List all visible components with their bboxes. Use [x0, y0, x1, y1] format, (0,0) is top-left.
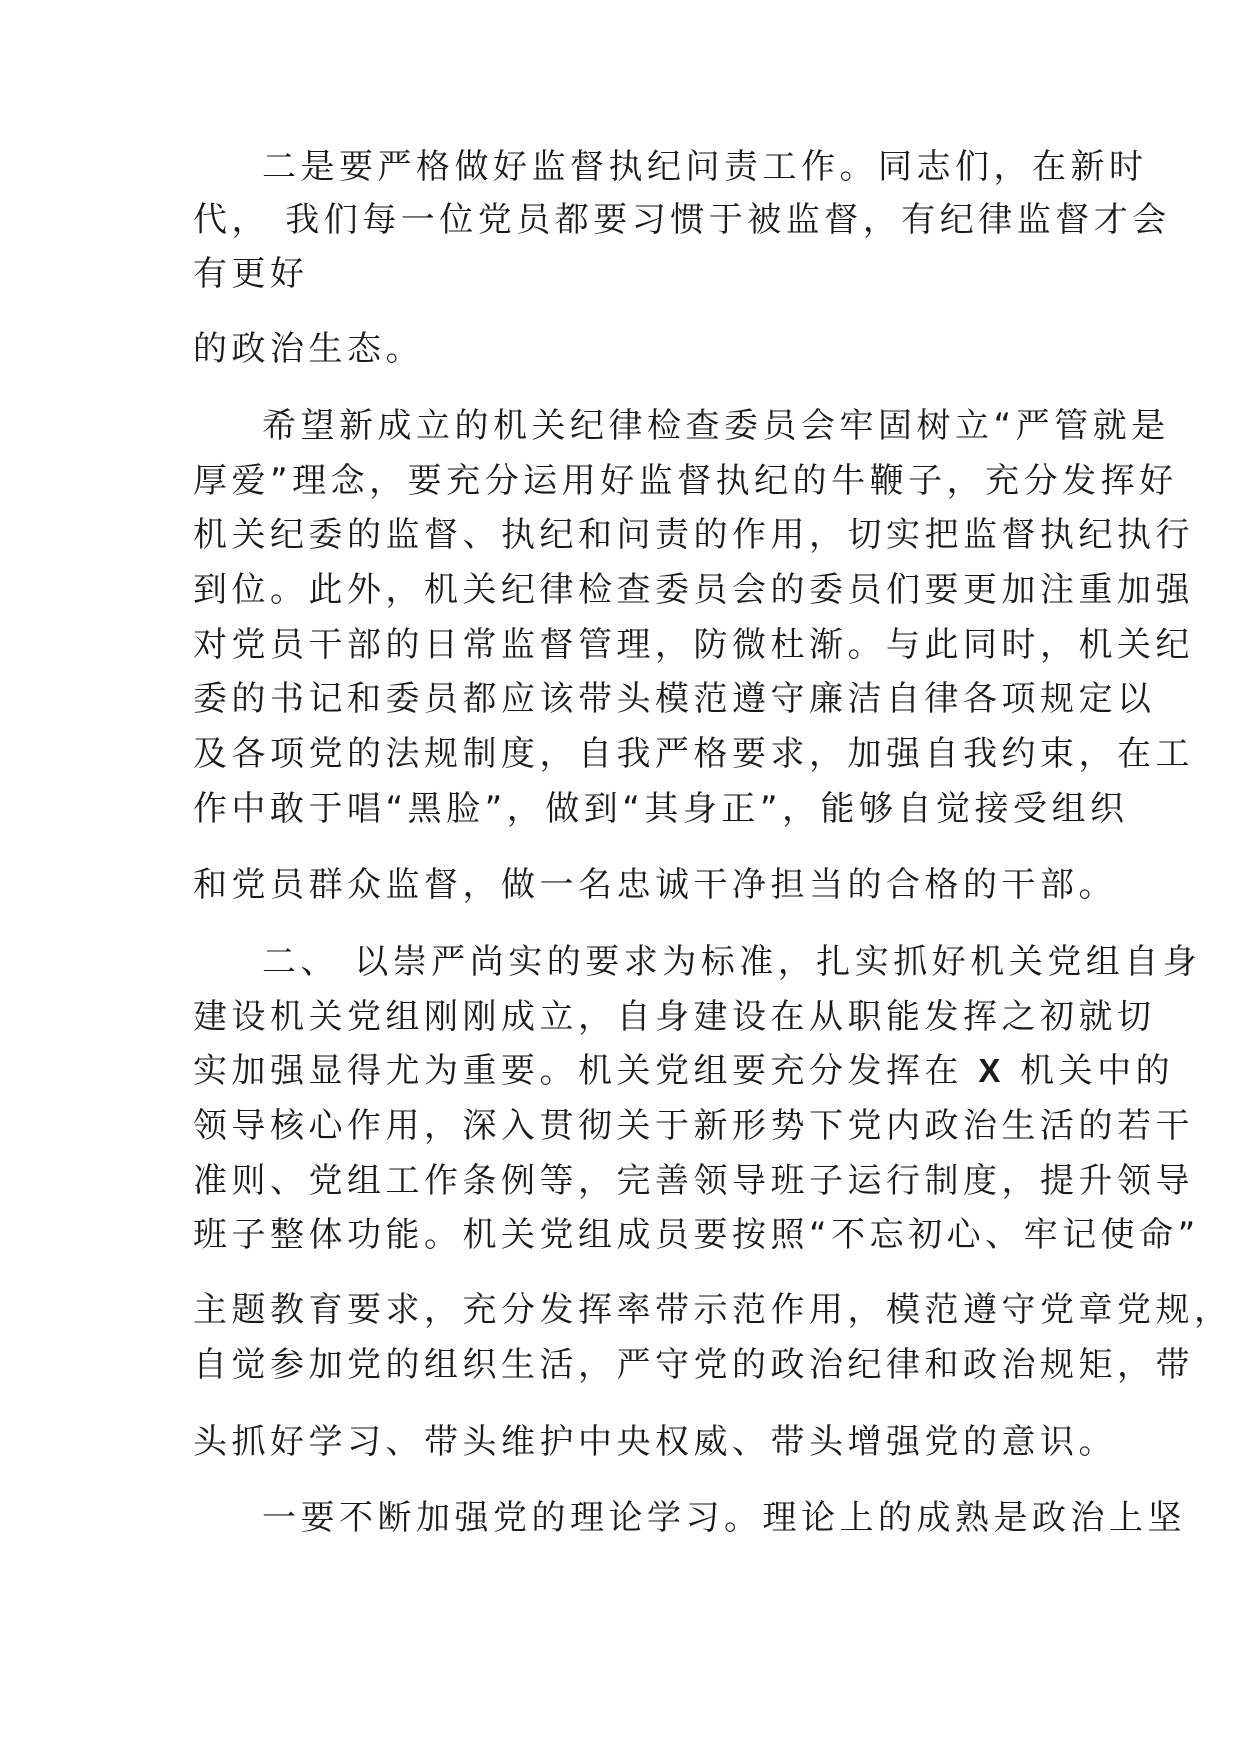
bold-placeholder-letter: X	[978, 1052, 1005, 1089]
text-line: 和党员群众监督，做一名忠诚干净担当的合格的干部。	[193, 865, 1117, 905]
text-line: 的政治生态。	[193, 329, 424, 369]
text-line: 代， 我们每一位党员都要习惯于被监督，有纪律监督才会	[193, 200, 1171, 240]
text-line: 委的书记和委员都应该带头模范遵守廉洁自律各项规定以	[193, 679, 1156, 719]
text-line: 有更好	[193, 254, 309, 294]
text-line: 主题教育要求，充分发挥率带示范作用，模范遵守党章党规，	[193, 1290, 1233, 1330]
text-line: 领导核心作用，深入贯彻关于新形势下党内政治生活的若干	[193, 1106, 1194, 1146]
text-line: 头抓好学习、带头维护中央权威、带头增强党的意识。	[193, 1422, 1117, 1462]
text-line: 到位。此外，机关纪律检查委员会的委员们要更加注重加强	[193, 570, 1194, 610]
text-line: 作中敢于唱“黑脸”，做到“其身正”，能够自觉接受组织	[193, 789, 1129, 829]
text-line: 准则、党组工作条例等，完善领导班子运行制度，提升领导	[193, 1161, 1194, 1201]
text-line: 厚爱”理念，要充分运用好监督执纪的牛鞭子，充分发挥好	[193, 461, 1178, 501]
text-span: 实加强显得尤为重要。机关党组要充分发挥在	[193, 1051, 979, 1091]
text-line: 自觉参加党的组织生活，严守党的政治纪律和政治规矩，带	[193, 1345, 1194, 1385]
text-line: 二、 以崇严尚实的要求为标准，扎实抓好机关党组自身	[262, 942, 1202, 982]
text-line: 班子整体功能。机关党组成员要按照“不忘初心、牢记使命”	[193, 1215, 1200, 1255]
text-span: 机关中的	[1004, 1051, 1175, 1091]
text-line: 建设机关党组刚刚成立，自身建设在从职能发挥之初就切	[193, 997, 1156, 1037]
text-line: 二是要严格做好监督执纪问责工作。同志们，在新时	[262, 147, 1148, 187]
text-line: 及各项党的法规制度，自我严格要求，加强自我约束，在工	[193, 734, 1194, 774]
text-line: 希望新成立的机关纪律检查委员会牢固树立“严管就是	[262, 406, 1170, 446]
text-line	[193, 1051, 1174, 1091]
text-line: 一要不断加强党的理论学习。理论上的成熟是政治上坚	[262, 1498, 1186, 1538]
text-line: 对党员干部的日常监督管理，防微杜渐。与此同时，机关纪	[193, 625, 1194, 665]
text-line: 机关纪委的监督、执纪和问责的作用，切实把监督执纪执行	[193, 515, 1194, 555]
